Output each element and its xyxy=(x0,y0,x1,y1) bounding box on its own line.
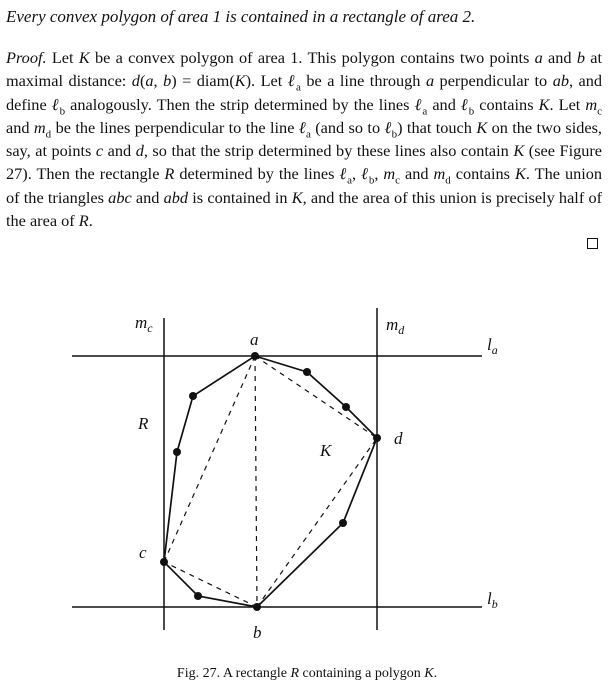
math-K: K xyxy=(513,141,525,161)
math-sub-a: a xyxy=(295,81,301,94)
proof-text: and xyxy=(131,187,164,207)
label-b: b xyxy=(253,623,262,642)
proof-text: Let xyxy=(46,48,79,67)
vertex xyxy=(189,392,197,400)
math-d: d xyxy=(135,141,144,161)
math-ell: ℓ xyxy=(414,94,423,114)
segment-bc xyxy=(164,562,257,607)
math-sub-b: b xyxy=(468,104,475,117)
vertex-c xyxy=(160,558,168,566)
proof-text: is contained in xyxy=(188,187,292,207)
math-sub-c: c xyxy=(597,104,603,117)
math-paren: ( xyxy=(139,71,146,91)
math-paren: ) xyxy=(171,71,177,91)
vertex-d xyxy=(373,434,381,442)
caption-K: K xyxy=(424,666,434,681)
proof-text: analogously. Then the strip determined by the lines xyxy=(65,94,415,114)
math-abc: abc xyxy=(108,187,132,207)
proof-paragraph xyxy=(6,46,602,232)
proof-text: be a line through xyxy=(300,71,426,91)
math-ab: ab xyxy=(552,71,569,91)
label-md: $m_d$ xyxy=(386,315,405,337)
proof-text: ) that touch xyxy=(397,117,477,137)
proof-text: . xyxy=(88,211,93,231)
math-d: d xyxy=(131,71,140,91)
math-K: K xyxy=(515,164,526,184)
segment-ab xyxy=(255,356,257,607)
proof-text: perpendicular to xyxy=(434,71,553,91)
figure-caption xyxy=(0,666,614,682)
segment-bd xyxy=(257,438,377,607)
label-lb: $l_b$ xyxy=(487,589,498,611)
math-sub-a: a xyxy=(347,174,353,187)
label-c: c xyxy=(139,543,147,562)
proof-text: at maximal distance: xyxy=(6,48,602,91)
proof-text: be the lines perpendicular to the line xyxy=(51,117,299,137)
caption-R: R xyxy=(290,666,300,681)
math-a: a xyxy=(425,71,435,91)
math-sub-b: b xyxy=(368,174,375,187)
vertex xyxy=(194,592,202,600)
math-K: K xyxy=(78,48,90,67)
segment-ad xyxy=(255,356,377,438)
vertex xyxy=(173,448,181,456)
label-mc: $m_c$ xyxy=(135,313,153,335)
math-R: R xyxy=(164,164,175,184)
proof-text: , and define xyxy=(6,71,603,114)
caption-text: Fig. 27. A rectangle xyxy=(176,666,291,681)
label-a: a xyxy=(250,330,259,349)
math-m: m xyxy=(383,164,396,184)
proof-text: . The union of the triangles xyxy=(6,164,603,207)
proof-text: (see Figure 27). Then the rectangle xyxy=(6,141,603,184)
math-m: m xyxy=(33,117,46,137)
vertex xyxy=(303,368,311,376)
vertex xyxy=(342,403,350,411)
math-a: a xyxy=(145,71,154,91)
math-sub-a: a xyxy=(305,128,311,141)
math-ell: ℓ xyxy=(384,117,392,137)
proof-text: and xyxy=(103,141,136,161)
math-ell: ℓ xyxy=(51,94,60,114)
math-ell: ℓ xyxy=(339,164,348,184)
proof-text: (and so to xyxy=(310,117,385,137)
math-sub-a: a xyxy=(422,104,428,117)
proof-text: contains xyxy=(474,94,539,114)
math-m: m xyxy=(433,164,446,184)
proof-text: and xyxy=(400,164,434,184)
math-a: a xyxy=(534,48,543,67)
label-d: d xyxy=(394,429,403,448)
vertex-a xyxy=(251,352,259,360)
proof-text: , xyxy=(352,164,362,184)
qed-square-icon xyxy=(587,238,598,249)
theorem-statement: Every convex polygon of area 1 is contained in a rectangle of area 2. xyxy=(6,7,476,26)
proof-text: determined by the lines xyxy=(174,164,340,184)
proof-text: and xyxy=(542,48,577,67)
math-b: b xyxy=(576,48,585,67)
figure-27 xyxy=(0,290,614,660)
caption-text: . xyxy=(433,666,438,681)
math-m: m xyxy=(585,94,598,114)
proof-text: , and the area of this union is precisely half of the area of xyxy=(6,187,603,231)
vertex-b xyxy=(253,603,261,611)
math-K: K xyxy=(291,187,303,207)
proof-text: contains xyxy=(450,164,516,184)
math-c: c xyxy=(95,141,104,161)
math-ell: ℓ xyxy=(298,117,306,137)
math-K: K xyxy=(234,71,246,91)
vertex xyxy=(339,519,347,527)
segment-ac xyxy=(164,356,255,562)
proof-text: ). Let xyxy=(245,71,288,91)
math-ell: ℓ xyxy=(361,164,369,184)
math-K: K xyxy=(476,117,488,137)
math-abd: abd xyxy=(163,187,189,207)
math-ell: ℓ xyxy=(287,71,296,91)
proof-text: = diam( xyxy=(176,71,235,91)
math-sub-b: b xyxy=(391,128,398,141)
proof-text: , xyxy=(374,164,384,184)
proof-text: , so that the strip determined by these lines also contain xyxy=(143,141,514,161)
proof-text: on the two sides, say, at points xyxy=(6,117,603,161)
math-comma: , xyxy=(153,71,164,91)
label-K: K xyxy=(320,441,332,460)
proof-text: be a convex polygon of area 1. This polygon contains two points xyxy=(89,48,535,67)
proof-text: . Let xyxy=(549,94,586,114)
math-sub-d: d xyxy=(45,128,52,141)
proof-label: Proof. xyxy=(6,48,47,67)
label-la: $l_a$ xyxy=(487,335,498,357)
label-R: R xyxy=(138,414,149,433)
caption-text: containing a polygon xyxy=(299,666,425,681)
math-ell: ℓ xyxy=(460,94,469,114)
math-sub-c: c xyxy=(395,174,401,187)
proof-text: and xyxy=(427,94,461,114)
math-sub-d: d xyxy=(445,174,451,187)
math-sub-b: b xyxy=(59,104,66,117)
math-R: R xyxy=(78,211,89,231)
math-b: b xyxy=(163,71,172,91)
math-K: K xyxy=(538,94,550,114)
proof-text: and xyxy=(6,117,34,137)
